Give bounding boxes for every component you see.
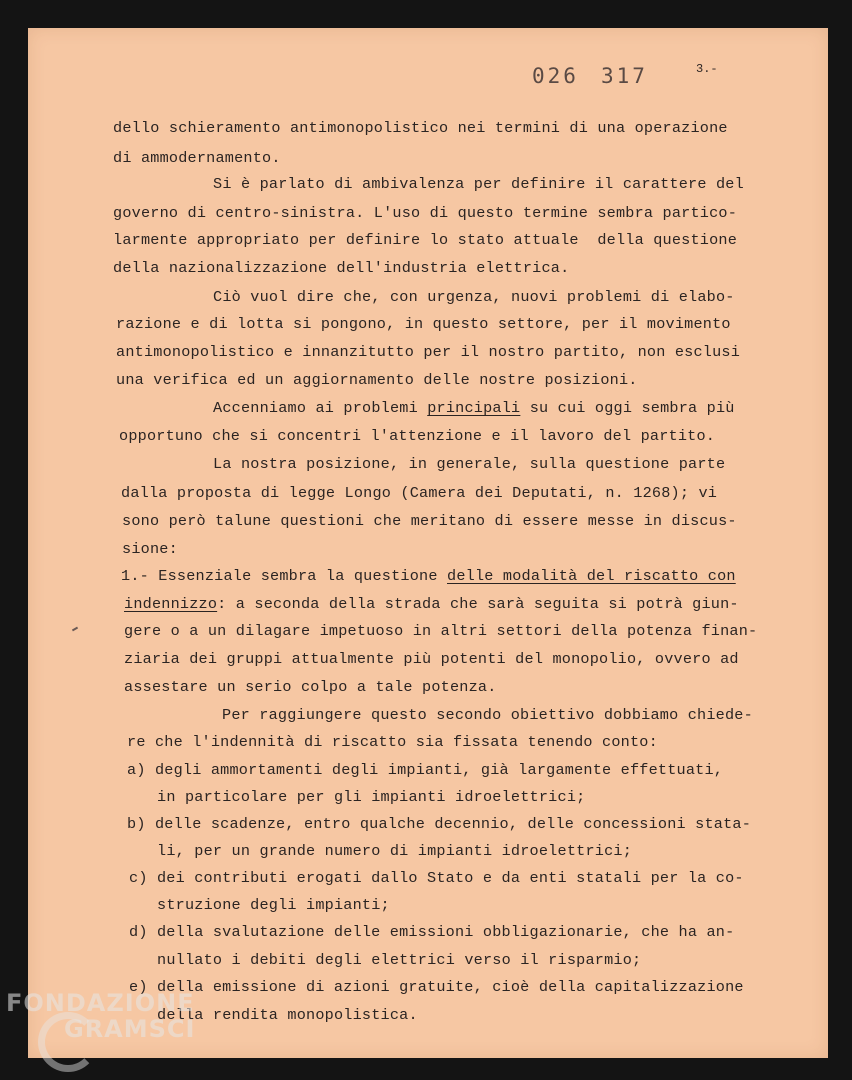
watermark-line-1: FONDAZIONE xyxy=(6,989,195,1017)
text-line-27: li, per un grande numero di impianti idroelettrici; xyxy=(157,842,633,860)
text-line-10: una verifica ed un aggiornamento delle nostre posizioni. xyxy=(116,371,638,389)
text-line-11 xyxy=(213,399,735,417)
text-line-3: Si è parlato di ambivalenza per definire il carattere del xyxy=(213,175,744,193)
text-line-18 xyxy=(124,595,739,613)
text-line-22: Per raggiungere questo secondo obiettivo dobbiamo chiede- xyxy=(222,706,753,724)
text-line-11-a: Accenniamo ai problemi xyxy=(213,399,428,417)
text-line-9: antimonopolistico e innanzitutto per il nostro partito, non esclusi xyxy=(116,343,741,361)
text-line-15: sono però talune questioni che meritano di essere messe in discus- xyxy=(122,512,737,530)
text-line-25: in particolare per gli impianti idroelettrici; xyxy=(157,788,586,806)
watermark xyxy=(6,990,195,1042)
text-line-6: della nazionalizzazione dell'industria elettrica. xyxy=(113,259,570,277)
text-line-32: e) della emissione di azioni gratuite, cioè della capitalizzazione xyxy=(129,978,744,996)
watermark-line-2: GRAMSCI xyxy=(64,1015,196,1043)
text-line-21: assestare un serio colpo a tale potenza. xyxy=(124,678,497,696)
text-line-14: dalla proposta di legge Longo (Camera dei Deputati, n. 1268); vi xyxy=(121,484,718,502)
archive-number-part-1: 026 xyxy=(532,64,579,88)
text-line-11-b: su cui oggi sembra più xyxy=(520,399,735,417)
text-line-5: larmente appropriato per definire lo stato attuale della questione xyxy=(113,231,738,249)
text-line-12: opportuno che si concentri l'attenzione e il lavoro del partito. xyxy=(119,427,716,445)
text-line-8: razione e di lotta si pongono, in questo settore, per il movimento xyxy=(116,315,731,333)
text-line-16: sione: xyxy=(122,540,178,558)
text-line-17-a: 1.- Essenziale sembra la questione xyxy=(121,567,447,585)
underlined-modalita-riscatto: delle modalità del riscatto con xyxy=(447,567,736,585)
text-line-30: d) della svalutazione delle emissioni obbligazionarie, che ha an- xyxy=(129,923,735,941)
text-line-24: a) degli ammortamenti degli impianti, già largamente effettuati, xyxy=(127,761,724,779)
text-line-28: c) dei contributi erogati dallo Stato e da enti statali per la co- xyxy=(129,869,744,887)
text-line-29: struzione degli impianti; xyxy=(157,896,390,914)
text-line-17 xyxy=(121,567,736,585)
text-line-7: Ciò vuol dire che, con urgenza, nuovi problemi di elabo- xyxy=(213,288,735,306)
archive-number-part-2: 317 xyxy=(600,64,648,88)
text-line-19: gere o a un dilagare impetuoso in altri settori della potenza finan- xyxy=(124,622,758,640)
text-line-4: governo di centro-sinistra. L'uso di questo termine sembra partico- xyxy=(113,204,738,222)
text-line-1: dello schieramento antimonopolistico nei termini di una operazione xyxy=(113,119,728,137)
underlined-indennizzo: indennizzo xyxy=(124,595,218,613)
text-line-33: della rendita monopolistica. xyxy=(157,1006,418,1024)
underlined-principali: principali xyxy=(427,399,521,417)
archive-number-stamp xyxy=(532,64,648,88)
text-line-26: b) delle scadenze, entro qualche decennio, delle concessioni stata- xyxy=(127,815,752,833)
text-line-2: di ammodernamento. xyxy=(113,149,281,167)
text-line-13: La nostra posizione, in generale, sulla questione parte xyxy=(213,455,726,473)
text-line-31: nullato i debiti degli elettrici verso il risparmio; xyxy=(157,951,642,969)
text-line-18-b: : a seconda della strada che sarà seguita si potrà giun- xyxy=(217,595,739,613)
text-line-20: ziaria dei gruppi attualmente più potenti del monopolio, ovvero ad xyxy=(124,650,739,668)
text-line-23: re che l'indennità di riscatto sia fissata tenendo conto: xyxy=(127,733,658,751)
page-number: 3.- xyxy=(696,62,718,76)
